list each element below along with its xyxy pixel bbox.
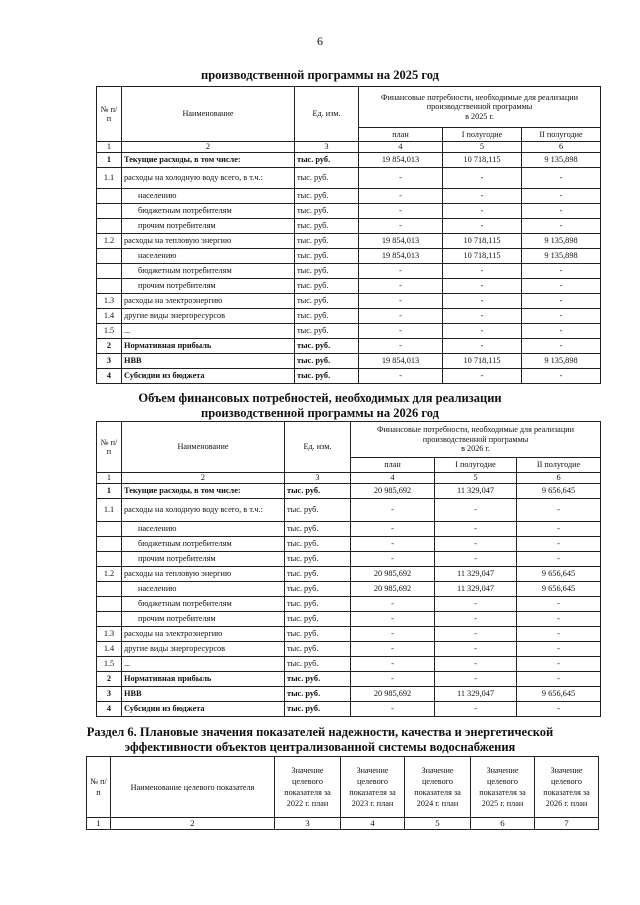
col-number: 1 <box>97 142 122 153</box>
row-unit: тыс. руб. <box>285 627 351 642</box>
header-2023: Значение целевого показателя за 2023 г. план <box>341 757 405 818</box>
row-name: Субсидии из бюджета <box>122 368 295 383</box>
row-h1: - <box>435 597 517 612</box>
row-name: населению <box>122 248 295 263</box>
row-num <box>97 537 122 552</box>
row-name: бюджетным потребителям <box>122 597 285 612</box>
table-row <box>97 627 601 642</box>
col-number: 3 <box>285 473 351 484</box>
row-h2: - <box>522 188 601 203</box>
row-h1: - <box>443 167 522 188</box>
row-h1: - <box>443 338 522 353</box>
row-h2: 9 135,898 <box>522 248 601 263</box>
table-row <box>97 702 601 717</box>
header-unit: Ед. изм. <box>295 87 359 142</box>
row-num <box>97 597 122 612</box>
table-row <box>97 612 601 627</box>
row-name: бюджетным потребителям <box>122 263 295 278</box>
row-plan: 19 854,013 <box>359 233 443 248</box>
row-name: Нормативная прибыль <box>122 338 295 353</box>
row-num <box>97 612 122 627</box>
row-num: 2 <box>97 672 122 687</box>
row-plan: 20 985,692 <box>351 582 435 597</box>
row-unit: тыс. руб. <box>295 233 359 248</box>
row-h2: - <box>517 657 601 672</box>
row-unit: тыс. руб. <box>285 672 351 687</box>
row-h1: 11 329,047 <box>435 567 517 582</box>
col-number: 1 <box>87 818 111 830</box>
row-h1: - <box>435 552 517 567</box>
row-plan: - <box>351 672 435 687</box>
row-name: НВВ <box>122 353 295 368</box>
row-h2: - <box>517 552 601 567</box>
row-name: Текущие расходы, в том числе: <box>122 152 295 167</box>
row-plan: 19 854,013 <box>359 353 443 368</box>
financial-needs-table-2026 <box>96 421 601 717</box>
row-h1: - <box>443 203 522 218</box>
row-num <box>97 203 122 218</box>
header-fin-needs-text: Финансовые потребности, необходимые для реализации производственной программы <box>377 425 574 444</box>
row-unit: тыс. руб. <box>285 597 351 612</box>
row-h1: - <box>435 657 517 672</box>
table-row <box>97 552 601 567</box>
row-h2: 9 656,645 <box>517 484 601 499</box>
row-unit: тыс. руб. <box>285 567 351 582</box>
header-2026: Значение целевого показателя за 2026 г. план <box>535 757 599 818</box>
table-row <box>97 323 601 338</box>
row-h2: - <box>522 203 601 218</box>
table-row <box>97 248 601 263</box>
table-row <box>97 188 601 203</box>
row-unit: тыс. руб. <box>285 612 351 627</box>
table-row <box>97 642 601 657</box>
row-h1: - <box>435 642 517 657</box>
table-row <box>97 218 601 233</box>
row-plan: - <box>359 218 443 233</box>
col-number: 4 <box>351 473 435 484</box>
reliability-indicators-table <box>86 756 599 830</box>
row-name: прочим потребителям <box>122 278 295 293</box>
row-name: Текущие расходы, в том числе: <box>122 484 285 499</box>
row-name: расходы на электроэнергию <box>122 293 295 308</box>
row-name: ... <box>122 323 295 338</box>
row-h1: 11 329,047 <box>435 582 517 597</box>
row-plan: - <box>359 188 443 203</box>
row-h2: - <box>517 627 601 642</box>
row-h2: 9 656,645 <box>517 582 601 597</box>
row-name: прочим потребителям <box>122 552 285 567</box>
row-num: 3 <box>97 353 122 368</box>
row-h1: 10 718,115 <box>443 233 522 248</box>
row-unit: тыс. руб. <box>285 484 351 499</box>
row-num: 2 <box>97 338 122 353</box>
row-name: расходы на холодную воду всего, в т.ч.: <box>122 167 295 188</box>
row-h1: - <box>443 293 522 308</box>
row-unit: тыс. руб. <box>285 552 351 567</box>
col-number: 4 <box>341 818 405 830</box>
row-num: 1.1 <box>97 167 122 188</box>
col-number-row <box>97 142 601 153</box>
row-num: 1.5 <box>97 323 122 338</box>
row-h2: 9 656,645 <box>517 567 601 582</box>
row-h1: - <box>443 278 522 293</box>
page-number: 6 <box>317 34 323 48</box>
row-num: 1.3 <box>97 627 122 642</box>
row-h2: - <box>522 278 601 293</box>
col-number: 2 <box>122 473 285 484</box>
row-unit: тыс. руб. <box>295 188 359 203</box>
row-unit: тыс. руб. <box>285 522 351 537</box>
table-row <box>97 368 601 383</box>
row-plan: - <box>359 308 443 323</box>
row-plan: - <box>351 612 435 627</box>
row-h2: - <box>517 537 601 552</box>
row-name: расходы на тепловую энергию <box>122 567 285 582</box>
row-h2: - <box>517 499 601 522</box>
table-row <box>97 499 601 522</box>
col-number-row <box>97 473 601 484</box>
row-h1: - <box>443 308 522 323</box>
row-unit: тыс. руб. <box>285 657 351 672</box>
row-num <box>97 248 122 263</box>
header-unit: Ед. изм. <box>285 422 351 473</box>
header-name: Наименование <box>122 422 285 473</box>
row-h1: 10 718,115 <box>443 152 522 167</box>
row-h1: 10 718,115 <box>443 353 522 368</box>
row-h1: - <box>435 499 517 522</box>
header-name: Наименование целевого показателя <box>111 757 275 818</box>
row-plan: - <box>351 627 435 642</box>
row-h1: 11 329,047 <box>435 484 517 499</box>
table-row <box>97 167 601 188</box>
row-num <box>97 263 122 278</box>
row-num: 1 <box>97 484 122 499</box>
row-unit: тыс. руб. <box>295 263 359 278</box>
table-row <box>97 353 601 368</box>
row-plan: 19 854,013 <box>359 248 443 263</box>
row-num: 1.4 <box>97 308 122 323</box>
table-row <box>97 484 601 499</box>
row-h2: - <box>517 522 601 537</box>
col-number: 7 <box>535 818 599 830</box>
table-row <box>97 233 601 248</box>
row-unit: тыс. руб. <box>285 582 351 597</box>
row-h2: - <box>522 263 601 278</box>
header-2025: Значение целевого показателя за 2025 г. план <box>471 757 535 818</box>
row-unit: тыс. руб. <box>295 353 359 368</box>
row-name: прочим потребителям <box>122 612 285 627</box>
row-plan: 20 985,692 <box>351 687 435 702</box>
row-plan: 19 854,013 <box>359 152 443 167</box>
row-unit: тыс. руб. <box>295 152 359 167</box>
row-num <box>97 522 122 537</box>
row-plan: - <box>351 522 435 537</box>
row-unit: тыс. руб. <box>285 499 351 522</box>
row-unit: тыс. руб. <box>295 308 359 323</box>
row-name: другие виды энергоресурсов <box>122 308 295 323</box>
header-year: в 2026 г. <box>461 444 490 454</box>
row-h2: - <box>517 702 601 717</box>
row-name: населению <box>122 582 285 597</box>
row-plan: - <box>351 642 435 657</box>
row-plan: - <box>359 203 443 218</box>
header-h2: II полугодие <box>517 458 601 473</box>
row-name: расходы на тепловую энергию <box>122 233 295 248</box>
col-number: 4 <box>359 142 443 153</box>
table-row <box>97 338 601 353</box>
row-plan: - <box>359 263 443 278</box>
col-number: 6 <box>471 818 535 830</box>
header-plan: план <box>351 458 435 473</box>
row-h2: 9 135,898 <box>522 233 601 248</box>
header-h1: I полугодие <box>443 128 522 142</box>
row-num: 1.2 <box>97 567 122 582</box>
row-h2: - <box>522 323 601 338</box>
row-name: прочим потребителям <box>122 218 295 233</box>
row-h1: 10 718,115 <box>443 248 522 263</box>
row-h1: - <box>435 672 517 687</box>
header-fin-needs <box>351 422 601 458</box>
row-h1: - <box>443 263 522 278</box>
row-num: 1.3 <box>97 293 122 308</box>
header-plan: план <box>359 128 443 142</box>
section3-title-line1: Раздел 6. Плановые значения показателей надежности, качества и энергетической <box>86 725 554 739</box>
row-unit: тыс. руб. <box>295 203 359 218</box>
row-h2: - <box>517 672 601 687</box>
header-year: в 2025 г. <box>465 111 494 121</box>
row-h1: - <box>435 537 517 552</box>
row-unit: тыс. руб. <box>295 368 359 383</box>
header-fin-needs-text: Финансовые потребности, необходимые для реализации производственной программы <box>381 92 578 112</box>
row-num: 1.2 <box>97 233 122 248</box>
row-plan: - <box>359 338 443 353</box>
row-h2: - <box>522 308 601 323</box>
header-h2: II полугодие <box>522 128 601 142</box>
row-num <box>97 218 122 233</box>
row-name: другие виды энергоресурсов <box>122 642 285 657</box>
row-unit: тыс. руб. <box>295 167 359 188</box>
row-unit: тыс. руб. <box>295 293 359 308</box>
row-plan: - <box>359 278 443 293</box>
header-num: № п/ п <box>87 757 111 818</box>
row-name: населению <box>122 188 295 203</box>
section3-title-line2: эффективности объектов централизованной системы водоснабжения <box>124 740 516 754</box>
row-num: 1.1 <box>97 499 122 522</box>
row-plan: - <box>359 323 443 338</box>
col-number: 5 <box>443 142 522 153</box>
table-row <box>97 203 601 218</box>
row-unit: тыс. руб. <box>285 687 351 702</box>
table-row <box>97 567 601 582</box>
row-name: ... <box>122 657 285 672</box>
table-row <box>97 597 601 612</box>
table-row <box>97 537 601 552</box>
header-2024: Значение целевого показателя за 2024 г. план <box>405 757 471 818</box>
row-plan: - <box>359 368 443 383</box>
row-unit: тыс. руб. <box>295 248 359 263</box>
table-row <box>97 687 601 702</box>
row-h2: - <box>517 597 601 612</box>
row-plan: 20 985,692 <box>351 484 435 499</box>
row-h2: - <box>517 642 601 657</box>
row-h1: - <box>435 702 517 717</box>
row-unit: тыс. руб. <box>295 278 359 293</box>
col-number: 3 <box>295 142 359 153</box>
col-number-row <box>87 818 599 830</box>
header-2022: Значение целевого показателя за 2022 г. план <box>275 757 341 818</box>
table-row <box>97 263 601 278</box>
row-unit: тыс. руб. <box>285 702 351 717</box>
row-unit: тыс. руб. <box>295 218 359 233</box>
row-h2: 9 135,898 <box>522 353 601 368</box>
row-unit: тыс. руб. <box>285 537 351 552</box>
section2-title-line1: Объем финансовых потребностей, необходимых для реализации <box>138 391 502 405</box>
col-number: 6 <box>522 142 601 153</box>
col-number: 5 <box>405 818 471 830</box>
row-h1: - <box>443 323 522 338</box>
row-h1: - <box>443 368 522 383</box>
financial-needs-table-2025 <box>96 86 601 384</box>
row-plan: - <box>351 702 435 717</box>
row-num: 1 <box>97 152 122 167</box>
header-num: № п/п <box>97 422 122 473</box>
row-h1: - <box>443 188 522 203</box>
row-h2: - <box>517 612 601 627</box>
col-number: 1 <box>97 473 122 484</box>
table-row <box>97 293 601 308</box>
row-name: Субсидии из бюджета <box>122 702 285 717</box>
row-unit: тыс. руб. <box>295 338 359 353</box>
row-h1: - <box>435 627 517 642</box>
row-h2: - <box>522 218 601 233</box>
row-unit: тыс. руб. <box>285 642 351 657</box>
row-num <box>97 278 122 293</box>
table-row <box>97 657 601 672</box>
row-plan: - <box>351 552 435 567</box>
table-row <box>97 278 601 293</box>
header-h1: I полугодие <box>435 458 517 473</box>
row-name: расходы на холодную воду всего, в т.ч.: <box>122 499 285 522</box>
section1-title: производственной программы на 2025 год <box>201 68 439 82</box>
table-row <box>97 672 601 687</box>
row-name: расходы на электроэнергию <box>122 627 285 642</box>
col-number: 2 <box>111 818 275 830</box>
row-plan: - <box>351 537 435 552</box>
header-name: Наименование <box>122 87 295 142</box>
row-h2: - <box>522 293 601 308</box>
row-h2: 9 135,898 <box>522 152 601 167</box>
row-plan: - <box>359 293 443 308</box>
header-num: № п/п <box>97 87 122 142</box>
row-h1: - <box>435 522 517 537</box>
col-number: 6 <box>517 473 601 484</box>
col-number: 3 <box>275 818 341 830</box>
row-num <box>97 188 122 203</box>
table-row <box>97 522 601 537</box>
row-num: 3 <box>97 687 122 702</box>
section2-title-line2: производственной программы на 2026 год <box>201 406 439 420</box>
row-num <box>97 582 122 597</box>
row-name: населению <box>122 522 285 537</box>
table-row <box>97 308 601 323</box>
row-plan: - <box>359 167 443 188</box>
table-row <box>97 582 601 597</box>
row-num: 1.5 <box>97 657 122 672</box>
row-h2: - <box>522 167 601 188</box>
row-plan: - <box>351 597 435 612</box>
row-num: 4 <box>97 368 122 383</box>
col-number: 5 <box>435 473 517 484</box>
row-num: 4 <box>97 702 122 717</box>
row-h1: - <box>435 612 517 627</box>
row-plan: - <box>351 657 435 672</box>
row-h1: 11 329,047 <box>435 687 517 702</box>
table-row <box>97 152 601 167</box>
col-number: 2 <box>122 142 295 153</box>
header-fin-needs <box>359 87 601 128</box>
row-name: бюджетным потребителям <box>122 537 285 552</box>
row-h2: - <box>522 338 601 353</box>
row-num: 1.4 <box>97 642 122 657</box>
row-h2: - <box>522 368 601 383</box>
row-name: Нормативная прибыль <box>122 672 285 687</box>
row-name: НВВ <box>122 687 285 702</box>
row-name: бюджетным потребителям <box>122 203 295 218</box>
row-unit: тыс. руб. <box>295 323 359 338</box>
row-plan: - <box>351 499 435 522</box>
row-num <box>97 552 122 567</box>
row-h2: 9 656,645 <box>517 687 601 702</box>
row-h1: - <box>443 218 522 233</box>
row-plan: 20 985,692 <box>351 567 435 582</box>
